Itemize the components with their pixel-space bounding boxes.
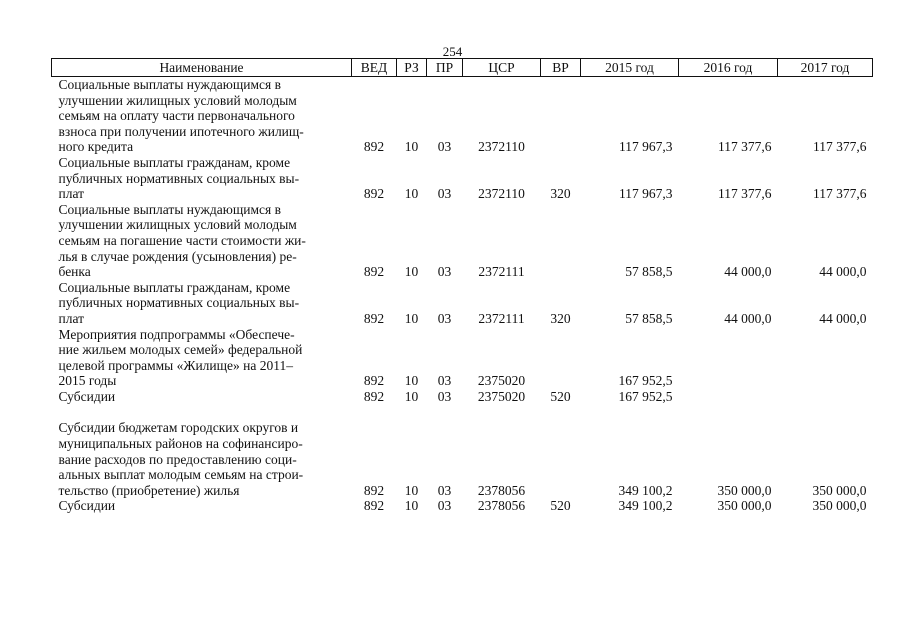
table-row (52, 77, 873, 155)
header-vr: ВР (541, 59, 581, 77)
header-2015: 2015 год (581, 59, 679, 77)
cell-ved: 892 (363, 373, 385, 389)
name-line: тельство (приобретение) жилья (58, 482, 240, 498)
cell-pr: 03 (437, 264, 452, 280)
cell-csr: 2375020 (477, 373, 526, 389)
cell-name (52, 202, 352, 280)
name-line: вание расходов по предоставлению соци- (58, 451, 297, 467)
cell-vr (541, 420, 581, 498)
cell-2017: 117 377,6 (813, 139, 867, 155)
page-number: 254 (442, 44, 463, 59)
table-header-row (52, 59, 873, 77)
name-line: взноса при получении ипотечного жилищ- (58, 123, 304, 139)
cell-2015: 349 100,2 (618, 482, 673, 498)
name-line: лья в случае рождения (усыновления) ре- (58, 248, 297, 264)
name-line: Социальные выплаты нуждающимся в (58, 77, 281, 92)
cell-vr: 520 (550, 498, 571, 514)
cell-2015: 117 967,3 (619, 139, 673, 155)
cell-csr: 2375020 (477, 388, 526, 404)
cell-2017: 350 000,0 (812, 498, 867, 514)
cell-2017 (778, 327, 873, 389)
cell-name (52, 498, 352, 514)
name-line: Субсидии бюджетам городских округов и (58, 420, 299, 436)
cell-csr: 2378056 (477, 498, 526, 514)
cell-2016: 44 000,0 (724, 264, 772, 280)
cell-2015: 57 858,5 (625, 310, 673, 326)
cell-2017 (778, 389, 873, 405)
name-line: улучшении жилищных условий молодым (58, 217, 297, 233)
cell-csr: 2378056 (477, 482, 526, 498)
header-2016: 2016 год (679, 59, 778, 77)
table-row (52, 389, 873, 405)
cell-ved: 892 (363, 264, 385, 280)
cell-vr: 320 (550, 310, 571, 326)
cell-rz: 10 (404, 139, 419, 155)
name-line: Субсидии (58, 498, 116, 514)
cell-2015: 57 858,5 (625, 264, 673, 280)
table-row (52, 420, 873, 498)
name-line: муниципальных районов на софинансиро- (58, 436, 303, 452)
cell-name (52, 280, 352, 327)
name-line: Мероприятия подпрограммы «Обеспече- (58, 326, 295, 342)
table-row (52, 498, 873, 514)
cell-name (52, 389, 352, 405)
name-line: плат (58, 310, 85, 326)
name-line: альных выплат молодым семьям на строи- (58, 467, 304, 483)
cell-vr (541, 327, 581, 389)
table-row (52, 280, 873, 327)
cell-2015: 117 967,3 (619, 186, 673, 202)
table-row (52, 155, 873, 202)
cell-pr: 03 (437, 373, 452, 389)
cell-rz: 10 (404, 186, 419, 202)
name-line: публичных нормативных социальных вы- (58, 170, 300, 186)
name-line: ние жильем молодых семей» федеральной (58, 342, 303, 358)
cell-rz: 10 (404, 264, 419, 280)
name-line: Социальные выплаты гражданам, кроме (58, 154, 291, 170)
header-csr: ЦСР (463, 59, 541, 77)
cell-rz: 10 (404, 388, 419, 404)
cell-2017: 117 377,6 (813, 186, 867, 202)
cell-ved: 892 (363, 498, 385, 514)
cell-2017: 350 000,0 (812, 482, 867, 498)
cell-ved: 892 (363, 310, 385, 326)
name-line: целевой программы «Жилище» на 2011– (58, 357, 293, 373)
cell-ved: 892 (363, 388, 385, 404)
name-line: Субсидии (58, 388, 116, 404)
cell-rz: 10 (404, 310, 419, 326)
cell-ved: 892 (363, 186, 385, 202)
cell-pr: 03 (437, 482, 452, 498)
cell-vr (541, 77, 581, 155)
cell-2017: 44 000,0 (819, 264, 867, 280)
name-line: публичных нормативных социальных вы- (58, 295, 300, 311)
cell-2015: 167 952,5 (618, 373, 673, 389)
cell-2015: 167 952,5 (618, 388, 673, 404)
cell-csr: 2372110 (478, 186, 525, 202)
cell-pr: 03 (437, 498, 452, 514)
cell-pr: 03 (437, 139, 452, 155)
name-line: семьям на погашение части стоимости жи- (58, 232, 306, 248)
cell-2016: 44 000,0 (724, 310, 772, 326)
cell-2016 (679, 389, 778, 405)
cell-pr: 03 (437, 310, 452, 326)
cell-name (52, 327, 352, 389)
header-ved: ВЕД (352, 59, 397, 77)
cell-2017: 44 000,0 (819, 310, 867, 326)
cell-rz: 10 (404, 482, 419, 498)
header-2017: 2017 год (778, 59, 873, 77)
row-spacer (52, 404, 873, 420)
cell-2016: 350 000,0 (717, 482, 772, 498)
cell-ved: 892 (363, 139, 385, 155)
name-line: ного кредита (58, 139, 134, 155)
name-line: улучшении жилищных условий молодым (58, 92, 297, 108)
cell-2016: 350 000,0 (717, 498, 772, 514)
cell-rz: 10 (404, 373, 419, 389)
cell-name (52, 155, 352, 202)
table-body (52, 77, 873, 515)
name-line: 2015 годы (58, 373, 117, 389)
cell-pr: 03 (437, 388, 452, 404)
cell-name (52, 420, 352, 498)
cell-pr: 03 (437, 186, 452, 202)
cell-2016: 117 377,6 (718, 139, 772, 155)
cell-rz: 10 (404, 498, 419, 514)
table-row (52, 202, 873, 280)
cell-csr: 2372111 (478, 264, 525, 280)
budget-table (51, 58, 873, 514)
cell-2016: 117 377,6 (718, 186, 772, 202)
cell-vr: 320 (550, 186, 571, 202)
name-line: плат (58, 186, 85, 202)
cell-name (52, 77, 352, 155)
name-line: Социальные выплаты нуждающимся в (58, 201, 281, 217)
cell-ved: 892 (363, 482, 385, 498)
cell-vr (541, 202, 581, 280)
cell-csr: 2372110 (478, 139, 525, 155)
cell-vr: 520 (550, 388, 571, 404)
cell-csr: 2372111 (478, 310, 525, 326)
cell-2015: 349 100,2 (618, 498, 673, 514)
name-line: бенка (58, 264, 91, 280)
header-name: Наименование (52, 59, 352, 77)
header-rz: РЗ (397, 59, 427, 77)
cell-2016 (679, 327, 778, 389)
name-line: семьям на оплату части первоначального (58, 108, 295, 124)
name-line: Социальные выплаты гражданам, кроме (58, 279, 291, 295)
header-pr: ПР (427, 59, 463, 77)
table-row (52, 327, 873, 389)
